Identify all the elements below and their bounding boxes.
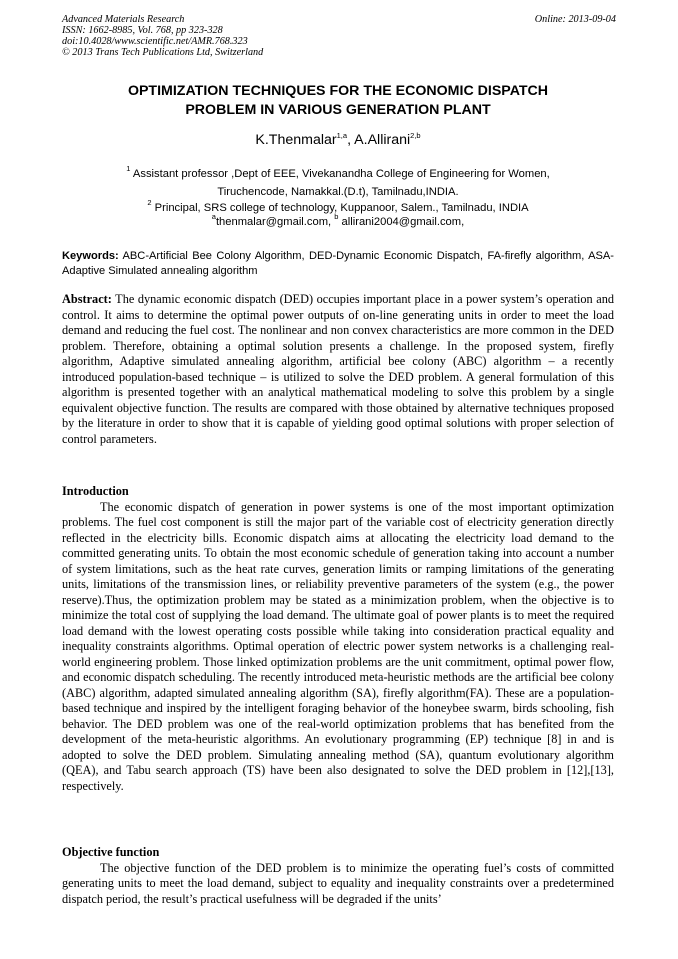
abstract-label: Abstract:	[62, 292, 112, 306]
introduction-heading: Introduction	[62, 484, 129, 498]
affiliation-1-line-1: $^1$ Assistant professor ,Dept of EEE, Vivekanandha College of Engineering for Women,	[126, 164, 550, 180]
issn-line: ISSN: 1662-8985, Vol. 768, pp 323-328	[62, 25, 223, 36]
author-list	[62, 131, 614, 149]
keywords-label: Keywords:	[62, 250, 119, 262]
author-1: K.Thenmalar	[255, 132, 337, 148]
title-line-1: OPTIMIZATION TECHNIQUES FOR THE ECONOMIC DISPATCH	[127, 83, 549, 99]
abstract-text: The dynamic economic dispatch (DED) occupies important place in a power system’s operation and control. It aims to determine the optimal power outputs of on-line generating units in order to meet the load demand and reducing the fuel cost. The nonlinear and non convex characteristics are more common in the DED problem. Therefore, obtaining a optimal solution presents a challenge. In the proposed system, firefly algorithm, Adaptive simulated annealing algorithm, artificial bee colony (ABC) algorithm – a recently introduced population-based technique – is utilized to solve the DED problem. A general formulation of this algorithm is presented together with an analytical mathematical modeling to solve this problem by a single equivalent objective function. The results are compared with those obtained by alternative techniques proposed by the literature in order to show that it is capable of yielding good optimal solutions with proper selection of control parameters.	[62, 292, 614, 446]
objective-section	[62, 845, 614, 907]
copyright-line: © 2013 Trans Tech Publications Ltd, Switzerland	[62, 47, 264, 58]
introduction-text: The economic dispatch of generation in power systems is one of the most important optimization problems. The fuel cost component is still the major part of the variable cost of electricity generation directly reflected in the electricity bills. Economic dispatch aims at allocating the electricity load demand to the committed generating units. To obtain the most economic schedule of generation taking into account a number of system limitations, such as the heat rate curves, generation limits or ramping limitations of the generating units, limitations of the transmission lines, or reliability preventive parameters of the system (e.g., the power reserve).Thus, the optimization problem may be stated as a minimization problem, when the objective is to minimize the total cost of supplying the load demand. The ultimate goal of power plants is to meet the required load demand with the lowest operating costs possible while taking into consideration practical equality and inequality constraints algorithms. Optimal operation of electric power system networks is a challenging real-world engineering problem. Those linked optimization problems are the unit commitment, optimal power flow, and economic dispatch scheduling. The recently introduced meta-heuristic methods are the artificial bee colony (ABC) algorithm, adapted simulated annealing algorithm (SA), firefly algorithm(FA). These are a population-based technique and inspired by the intelligent foraging behavior of the honeybee swarm, birds schooling, fish behavior. The DED problem was one of the real-world optimization problems that has benefited from the development of the meta-heuristic algorithms. An evolutionary programming (EP) technique [8] in and is adopted to solve the DED problem. Simulating annealing method (SA), quantum evolutionary algorithm (QEA), and Tabu search approach (TS) have been also designated to solve the DED problem in [12],[13], respectively.	[62, 499, 614, 793]
affiliation-1-line-2: Tiruchencode, Namakkal.(D.t), Tamilnadu,INDIA.	[217, 186, 459, 198]
online-date: Online: 2013-09-04	[534, 14, 616, 25]
author-2-marker: 2,b	[410, 131, 421, 140]
introduction-section	[62, 484, 614, 794]
abstract	[62, 292, 614, 447]
objective-text: The objective function of the DED problem is to minimize the operating fuel’s costs of committed generating units to meet the load demand, subject to equality and inequality constraints over a predetermined dispatch period, the result’s practical usefulness will be degraded if the units’	[62, 860, 614, 906]
affiliation-2-marker: 2	[147, 198, 152, 207]
author-1-marker: 1,a	[336, 131, 348, 140]
paper-title	[62, 82, 614, 120]
journal-name: Advanced Materials Research	[62, 14, 185, 25]
title-line-2: PROBLEM IN VARIOUS GENERATION PLANT	[185, 102, 491, 118]
author-2: A.Allirani	[354, 132, 411, 148]
email-1: thenmalar@gmail.com,	[215, 216, 335, 228]
affiliation-1-marker: 1	[126, 164, 131, 173]
objective-heading: Objective function	[62, 845, 160, 859]
email-line: $^a$thenmalar@gmail.com, $^b$ allirani2004@gmail.com,	[211, 212, 465, 228]
affiliation-2: $^2$ Principal, SRS college of technology, Kuppanoor, Salem., Tamilnadu, INDIA	[147, 198, 529, 214]
author-separator: ,	[347, 132, 355, 148]
keywords-text: ABC-Artificial Bee Colony Algorithm, DED-Dynamic Economic Dispatch, FA-firefly algorithm, ASA-Adaptive Simulated annealing algorithm	[62, 250, 614, 277]
email-2: allirani2004@gmail.com,	[338, 216, 465, 228]
keywords	[62, 249, 614, 278]
doi-line: doi:10.4028/www.scientific.net/AMR.768.323	[62, 36, 248, 47]
